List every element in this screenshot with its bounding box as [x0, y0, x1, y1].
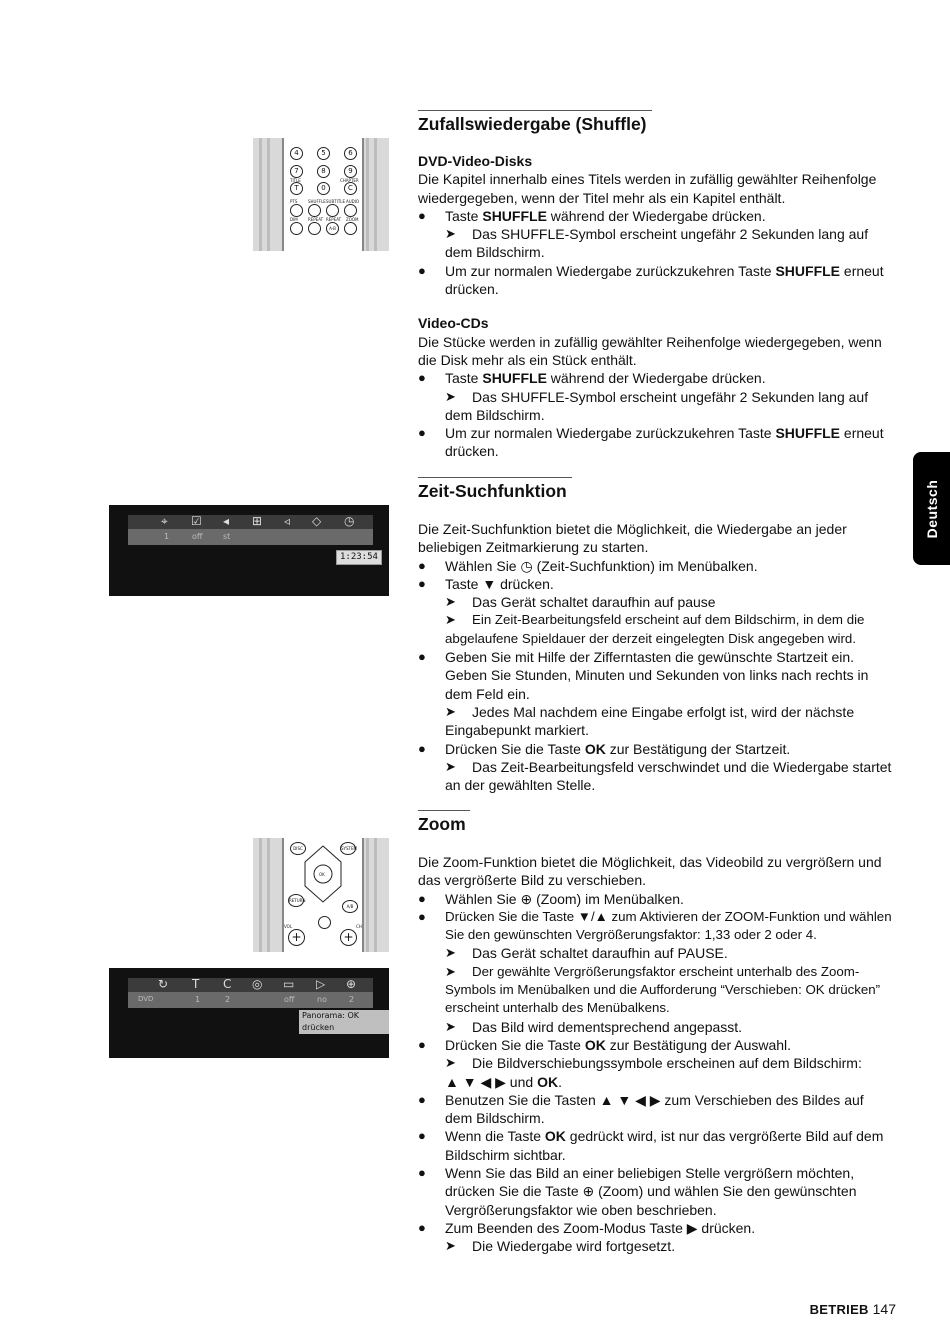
key-pts [290, 204, 303, 217]
page-number: 147 [872, 1301, 896, 1317]
menu-bar-icons [128, 515, 373, 529]
label-audio: AUDIO [346, 199, 360, 204]
remote-body [282, 838, 364, 952]
key-5: 5 [317, 147, 330, 160]
bullet-item: ● Drücken Sie die Taste OK zur Bestätigung der Startzeit. [418, 740, 893, 758]
bullet-item: ● Wenn die Taste OK gedrückt wird, ist nur das vergrößerte Bild auf dem Bildschirm sichtbar. [418, 1127, 893, 1164]
bullet-item: ● Drücken Sie die Taste OK zur Bestätigung der Auswahl. [418, 1036, 893, 1054]
key-repeat [308, 222, 321, 235]
section-title-zoom: Zoom [418, 814, 466, 834]
result-item: ➤ Ein Zeit-Bearbeitungsfeld erscheint auf dem Bildschirm, in dem die abgelaufene Spieldauer der derzeit eingelegten Disk angegeben wird. [445, 612, 865, 646]
zoom-icon: ⊕ [346, 977, 357, 991]
label-chapter: CHAPTER [340, 178, 359, 183]
result-item: ➤ Das Gerät schaltet daraufhin auf PAUSE. [445, 945, 728, 962]
subtitle-icon: ▭ [283, 977, 295, 991]
page-footer [810, 1301, 896, 1317]
result-item: ➤ Die Wiedergabe wird fortgesetzt. [445, 1238, 676, 1255]
shuffle-content [418, 152, 893, 461]
pan-prompt: Panorama: OK drücken [299, 1010, 389, 1034]
paragraph: Die Stücke werden in zufällig gewählter Reihenfolge wiedergegeben, wenn die Disk mehr als ein Stück enthält. [418, 333, 882, 368]
angle-icon: ▷ [316, 977, 326, 991]
language-tab: Deutsch [913, 452, 950, 565]
ch-plus-key: + [340, 929, 357, 946]
key-title: T [290, 182, 303, 195]
key-shuffle [318, 916, 331, 929]
result-item: ➤ Das Gerät schaltet daraufhin auf pause [445, 594, 716, 611]
time-edit-field: 1:23:54 [336, 550, 382, 565]
key-audio [344, 204, 357, 217]
bullet-item: ● Um zur normalen Wiedergabe zurückzukehren Taste SHUFFLE erneut drücken. [418, 262, 893, 299]
arrow-icon: ➤ [445, 594, 456, 610]
menu-value-3: st [223, 532, 231, 541]
bullet-item: ● Wenn Sie das Bild an einer beliebigen Stelle vergrößern möchten, drücken Sie die Taste ⊕ (Zoom) und wählen Sie den gewünschten Vergrößerungsfaktor wie oben beschrieben. [418, 1164, 893, 1219]
angle-icon: ◇ [312, 514, 322, 528]
menu-value-title: 1 [195, 995, 201, 1004]
label-pts: PTS [290, 199, 298, 204]
zoom-icon: ⊕ [582, 1183, 595, 1200]
paragraph: Die Zeit-Suchfunktion bietet die Möglichkeit, die Wiedergabe an jeder beliebigen Zeitmarkierung zu starten. [418, 521, 847, 556]
arrow-icon: ➤ [445, 758, 456, 774]
title-icon: T [192, 977, 200, 991]
arrow-icon: ➤ [445, 1055, 456, 1071]
arrow-icon: ➤ [445, 703, 456, 719]
key-return: RETURN [288, 894, 304, 907]
bullet-item: ● Geben Sie mit Hilfe der Zifferntasten die gewünschte Startzeit ein. Geben Sie Stunden, Minuten und Sekunden von links nach rechts in dem Feld ein. [418, 648, 893, 703]
section-rule [418, 810, 470, 811]
key-system: SYSTEM [340, 842, 356, 855]
footer-section: BETRIEB [809, 1302, 869, 1317]
figure-stripe [366, 138, 369, 251]
frame-icon: ⊞ [252, 514, 263, 528]
menu-value-1: 1 [164, 532, 170, 541]
arrow-icon: ➤ [445, 388, 456, 404]
timesearch-content [418, 520, 893, 794]
key-subtitle [326, 204, 339, 217]
label-ok: OK [319, 872, 325, 877]
time-search-icon: ◷ [520, 557, 533, 574]
figure-stripe [267, 138, 270, 251]
remote-control-figure-2 [253, 838, 389, 952]
key-ab: A/B [342, 900, 358, 913]
result-item: ➤ Jedes Mal nachdem eine Eingabe erfolgt ist, wird der nächste Eingabepunkt markiert. [445, 703, 855, 739]
bullet-item: ● Benutzen Sie die Tasten ▲ ▼ ◀ ▶ zum Verschieben des Bildes auf dem Bildschirm. [418, 1091, 893, 1128]
menu-bar-icons [128, 978, 373, 992]
paragraph: Die Kapitel innerhalb eines Titels werden in zufällig gewählter Reihenfolge wiedergegeben, wenn der Titel mehr als ein Kapitel enthält. [418, 171, 877, 206]
bullet-item: ● Drücken Sie die Taste ▼/▲ zum Aktivieren der ZOOM-Funktion und wählen Sie den gewünschten Vergrößerungsfaktor: 1,33 oder 2 oder 4. [418, 908, 893, 945]
label-ch: CH [356, 924, 362, 929]
time-search-icon: ◷ [344, 514, 355, 528]
figure-stripe [374, 138, 377, 251]
menu-bar-values [128, 529, 373, 545]
section-title-timesearch: Zeit-Suchfunktion [418, 481, 567, 501]
key-6: 6 [344, 147, 357, 160]
bullet-item: ● Um zur normalen Wiedergabe zurückzukehren Taste SHUFFLE erneut drücken. [418, 424, 893, 461]
key-repeat-ab: A-B [326, 222, 339, 235]
label-subtitle: SUBTITLE [326, 199, 346, 204]
disc-icon: ⌖ [161, 514, 168, 528]
arrow-icon: ➤ [445, 945, 456, 961]
bullet-item: ● Wählen Sie ◷ (Zeit-Suchfunktion) im Menübalken. [418, 557, 893, 575]
figure-stripe [366, 838, 369, 952]
key-disc: DISC [290, 842, 306, 855]
zoom-menu-figure [109, 968, 389, 1058]
check-icon: ☑ [191, 514, 202, 528]
arrow-icon: ➤ [445, 612, 456, 628]
bullet-item: ● Taste SHUFFLE während der Wiedergabe drücken. [418, 369, 893, 387]
subheading-vcd: Video-CDs [418, 315, 489, 332]
label-zoom: ZOOM [346, 217, 359, 222]
remote-control-figure-1 [253, 138, 389, 251]
figure-stripe [374, 838, 377, 952]
result-item: ➤ Die Bildverschiebungssymbole erscheinen auf dem Bildschirm: ▲ ▼ ◀ ▶ und OK. [445, 1055, 862, 1090]
result-item: ➤ Der gewählte Vergrößerungsfaktor erscheint unterhalb des Zoom-Symbols im Menübalken und die Aufforderung “Verschieben: OK drücken” erscheint unterhalb des Menübalkens. [445, 963, 881, 1016]
arrow-icon: ➤ [445, 963, 456, 979]
section-rule [418, 110, 652, 111]
arrow-icon: ➤ [445, 226, 456, 242]
remote-body [282, 138, 364, 251]
menu-value-zoom: 2 [349, 995, 355, 1004]
key-7: 7 [290, 165, 303, 178]
bullet-item: ● Zum Beenden des Zoom-Modus Taste ▶ drücken. [418, 1219, 893, 1237]
figure-stripe [259, 838, 262, 952]
result-item: ➤ Das SHUFFLE-Symbol erscheint ungefähr 2 Sekunden lang auf dem Bildschirm. [445, 226, 869, 261]
subheading-dvd: DVD-Video-Disks [418, 153, 533, 169]
time-search-menu-figure [109, 505, 389, 596]
audio-icon: ◎ [252, 977, 263, 991]
menu-bar-values [128, 992, 373, 1008]
zoom-icon: ⊕ [520, 890, 533, 907]
key-4: 4 [290, 147, 303, 160]
bullet-item: ● Taste ▼ drücken. [418, 575, 893, 593]
key-chapter: C [344, 182, 357, 195]
result-item: ➤ Das Bild wird dementsprechend angepasst. [445, 1018, 743, 1035]
audio-icon: ◃ [284, 514, 291, 528]
label-repeat: REPEAT [308, 217, 324, 222]
key-dim [290, 222, 303, 235]
paragraph: Die Zoom-Funktion bietet die Möglichkeit, das Videobild zu vergrößern und das vergrößerte Bild zu verschieben. [418, 854, 882, 889]
result-item: ➤ Das Zeit-Bearbeitungsfeld verschwindet und die Wiedergabe startet an der gewählten Stelle. [445, 758, 892, 794]
chapter-icon: C [223, 977, 232, 991]
disc-type-tag: DVD [138, 995, 154, 1003]
arrow-icon: ➤ [445, 1018, 456, 1034]
bullet-item: ● Taste SHUFFLE während der Wiedergabe drücken. [418, 207, 893, 225]
label-vol: VOL [284, 924, 293, 929]
figure-stripe [259, 138, 262, 251]
arrow-icon: ➤ [445, 1238, 456, 1254]
menu-value-2: off [192, 532, 203, 541]
zoom-content [418, 853, 893, 1256]
key-0: 0 [317, 182, 330, 195]
label-repeat-ab: REPEAT [326, 217, 342, 222]
label-shuffle: SHUFFLE [308, 199, 326, 204]
section-title-shuffle: Zufallswiedergabe (Shuffle) [418, 114, 647, 134]
menu-value-chapter: 2 [225, 995, 231, 1004]
bullet-item: ● Wählen Sie ⊕ (Zoom) im Menübalken. [418, 890, 893, 908]
key-8: 8 [317, 165, 330, 178]
key-shuffle [308, 204, 321, 217]
result-item: ➤ Das SHUFFLE-Symbol erscheint ungefähr 2 Sekunden lang auf dem Bildschirm. [445, 388, 869, 423]
figure-stripe [267, 838, 270, 952]
label-title: TITLE [290, 178, 301, 183]
section-rule [418, 477, 572, 478]
label-dim: DIM [290, 217, 298, 222]
key-zoom [344, 222, 357, 235]
speaker-icon: ◂ [223, 514, 230, 528]
menu-value-angle: no [317, 995, 327, 1004]
disc-icon: ↻ [158, 977, 169, 991]
key-9: 9 [344, 165, 357, 178]
vol-plus-key: + [288, 929, 305, 946]
menu-value-subtitle: off [284, 995, 295, 1004]
